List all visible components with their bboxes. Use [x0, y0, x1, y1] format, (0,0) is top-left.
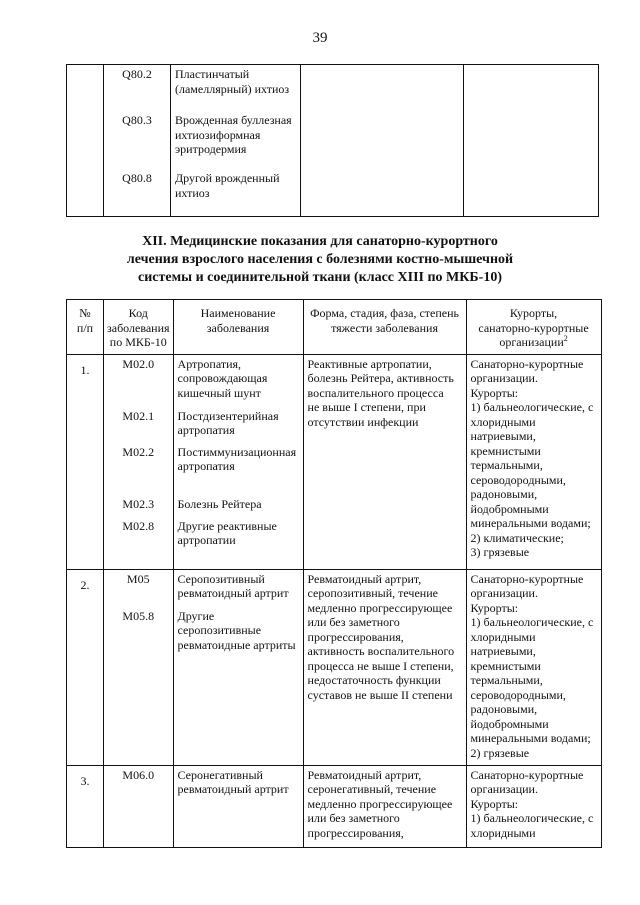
form-line: суставов не выше II степени: [307, 687, 453, 702]
form-line: болезнь Рейтера, активность: [307, 371, 454, 385]
form-line: воспалительного процесса: [307, 385, 444, 400]
table-header-row: [67, 300, 602, 355]
row-number: 3.: [67, 765, 104, 847]
form-line: или без заметного: [307, 811, 400, 825]
disease-name-line: (ламеллярный) ихтиоз: [175, 81, 290, 96]
resort-line: натриевыми,: [470, 644, 536, 658]
resort-line: минеральными водами;: [470, 731, 591, 745]
disease-name-line: Другие: [177, 608, 215, 623]
form-line: не выше I степени, при: [307, 400, 426, 414]
resort-line: минеральными водами;: [470, 516, 591, 530]
name-cell: [173, 569, 303, 765]
resort-line: 1) бальнеологические, с: [470, 615, 594, 629]
code-text: M06.0: [122, 767, 155, 782]
page-number: 39: [312, 30, 328, 46]
resort-line: кремнистыми: [470, 658, 541, 673]
resort-line: радоновыми,: [470, 487, 538, 501]
resort-line: кремнистыми: [470, 443, 541, 458]
row-number: 2.: [67, 569, 104, 765]
footnote-marker: 2: [563, 334, 568, 343]
form-line: Реактивные артропатии,: [307, 356, 432, 371]
form-line: недостаточность функции: [307, 673, 441, 687]
form-line: прогрессирования,: [307, 825, 404, 840]
section-title-line: лечения взрослого населения с болезнями костно-мышечной: [126, 252, 514, 267]
form-cell: [301, 65, 464, 217]
disease-name-line: ихтиозиформная: [175, 127, 261, 142]
disease-name-line: ревматоидные артриты: [177, 637, 296, 652]
code-cell: [104, 765, 174, 847]
form-cell: [303, 569, 466, 765]
form-line: Ревматоидный артрит,: [307, 571, 422, 586]
resort-line: организации.: [470, 586, 538, 600]
code-cell: [104, 65, 171, 217]
form-line: прогрессирования,: [307, 629, 404, 644]
disease-name-line: ревматоидный артрит: [177, 586, 289, 600]
form-line: медленно прогрессирующее: [307, 600, 453, 615]
code-text: M02.3: [122, 496, 155, 511]
indications-table: [66, 299, 602, 848]
disease-name-line: артропатия: [177, 423, 235, 437]
disease-name-line: Другие реактивные: [177, 518, 277, 533]
resort-line: сероводородными,: [470, 687, 566, 702]
resort-line: Санаторно-курортные: [470, 356, 584, 371]
resort-line: Курорты:: [470, 796, 519, 811]
resort-line: 1) бальнеологические, с: [470, 811, 594, 825]
table-row: [67, 569, 602, 765]
resort-line: хлоридными: [470, 825, 536, 840]
disease-name-line: артропатия: [177, 459, 235, 473]
code-text: M05.8: [122, 608, 155, 623]
section-title: [70, 233, 570, 287]
header-num: № п/п: [67, 300, 104, 355]
resort-line: Санаторно-курортные: [470, 571, 584, 586]
resort-line: йодобромными: [470, 501, 549, 516]
resort-line: Санаторно-курортные: [470, 767, 584, 782]
resort-line: термальными,: [470, 673, 543, 687]
disease-name-line: Врожденная буллезная: [175, 113, 292, 127]
code-text: Q80.8: [122, 171, 152, 185]
resorts-cell: [466, 569, 601, 765]
resort-line: радоновыми,: [470, 702, 538, 716]
name-cell: [171, 65, 301, 217]
header-resorts: Курорты, санаторно-курортные организации$^2$: [466, 300, 601, 355]
form-cell: [303, 354, 466, 569]
name-cell: [173, 765, 303, 847]
resort-line: хлоридными: [470, 414, 536, 429]
code-text: Q80.2: [122, 67, 152, 81]
form-line: активность воспалительного: [307, 644, 455, 658]
form-line: серопозитивный, течение: [307, 586, 438, 600]
resort-line: организации.: [470, 371, 538, 385]
disease-name-line: Пластинчатый: [175, 67, 250, 81]
form-line: процесса не выше I степени,: [307, 658, 454, 673]
header-name: Наименование заболевания: [173, 300, 303, 355]
code-text: M02.8: [122, 518, 155, 533]
header-code: Код заболевания по МКБ-10: [104, 300, 174, 355]
resort-line: организации.: [470, 782, 538, 796]
disease-name-line: ревматоидный артрит: [177, 782, 289, 796]
row-number: 1.: [67, 354, 104, 569]
continuation-table: [66, 64, 599, 217]
table-row: [67, 765, 602, 847]
resorts-cell: [466, 765, 601, 847]
resort-line: 1) бальнеологические, с: [470, 400, 594, 414]
resorts-cell: [466, 354, 601, 569]
num-cell: [67, 65, 104, 217]
resort-line: сероводородными,: [470, 472, 566, 487]
code-text: M02.0: [122, 356, 155, 371]
disease-name-line: Артропатия,: [177, 356, 242, 371]
disease-name-line: кишечный шунт: [177, 385, 261, 400]
section-title-line: системы и соединительной ткани (класс XIII по МКБ-10): [138, 270, 502, 285]
disease-name-line: Серонегативный: [177, 767, 263, 782]
disease-name-line: Постиммунизационная: [177, 444, 297, 459]
resort-line: натриевыми,: [470, 429, 536, 443]
form-line: или без заметного: [307, 615, 400, 629]
code-cell: [104, 354, 174, 569]
disease-name-line: ихтиоз: [175, 185, 210, 200]
section-title-line: XII. Медицинские показания для санаторно-курортного: [142, 234, 498, 249]
table-row: [67, 354, 602, 569]
disease-name-line: сопровождающая: [177, 371, 268, 385]
disease-name-line: артропатии: [177, 533, 236, 547]
resort-line: 3) грязевые: [470, 545, 530, 559]
code-text: M02.1: [122, 408, 155, 423]
code-text: M05: [126, 571, 150, 586]
disease-name-line: Болезнь Рейтера: [177, 496, 262, 511]
form-line: Ревматоидный артрит,: [307, 767, 422, 782]
code-text: M02.2: [122, 444, 155, 459]
disease-name-line: серопозитивные: [177, 623, 262, 637]
resort-line: 2) грязевые: [470, 745, 530, 760]
disease-name-line: Другой врожденный: [175, 171, 280, 185]
resort-line: йодобромными: [470, 716, 549, 731]
resort-line: Курорты:: [470, 385, 519, 400]
resorts-cell: [464, 65, 599, 217]
code-cell: [104, 569, 174, 765]
disease-name-line: эритродермия: [175, 142, 247, 156]
code-text: Q80.3: [122, 113, 152, 127]
form-line: отсутствии инфекции: [307, 414, 419, 429]
header-form: Форма, стадия, фаза, степень тяжести заболевания: [303, 300, 466, 355]
form-line: медленно прогрессирующее: [307, 796, 453, 811]
disease-name-line: Постдизентерийная: [177, 408, 279, 423]
resort-line: Курорты:: [470, 600, 519, 615]
form-cell: [303, 765, 466, 847]
name-cell: [173, 354, 303, 569]
resort-line: термальными,: [470, 458, 543, 472]
disease-name-line: Серопозитивный: [177, 571, 265, 586]
resort-line: 2) климатические;: [470, 530, 564, 545]
form-line: серонегативный, течение: [307, 782, 437, 796]
resort-line: хлоридными: [470, 629, 536, 644]
